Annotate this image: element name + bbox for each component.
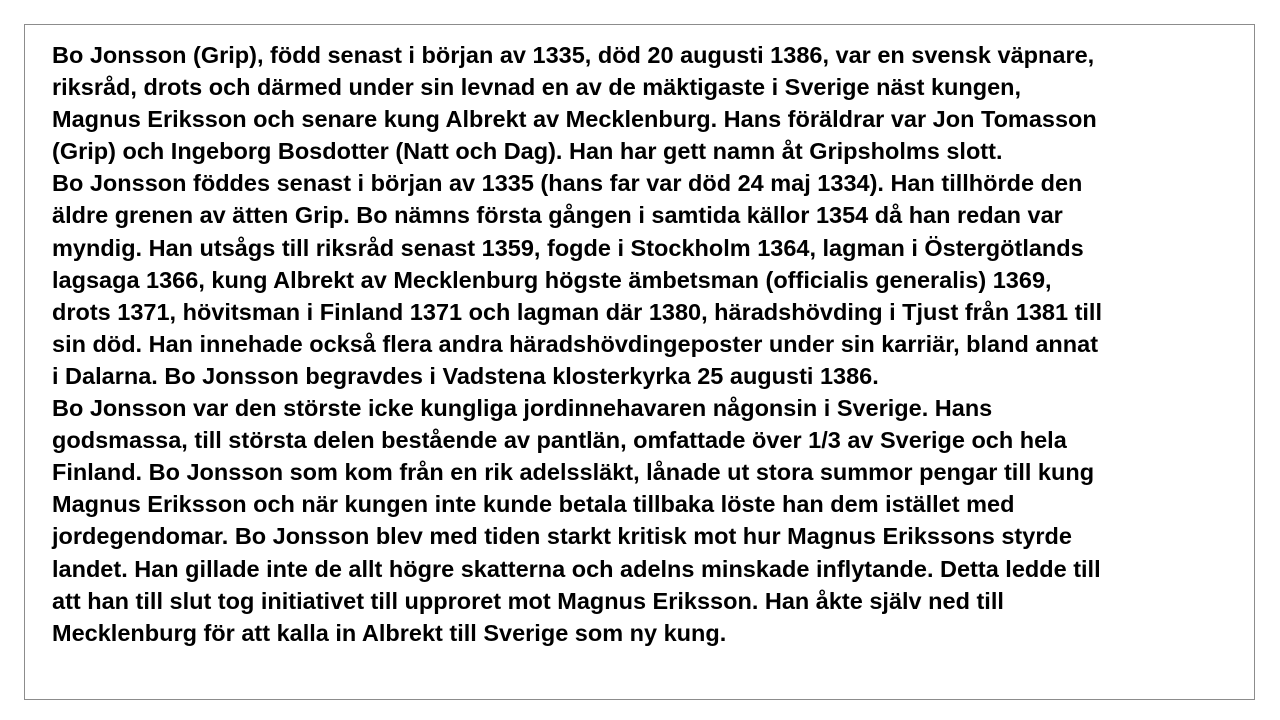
text-line: Bo Jonsson föddes senast i början av 1335 (hans far var död 24 maj 1334). Han tillhörde den	[52, 170, 1083, 197]
paragraph-2	[52, 167, 1252, 392]
text-line: Finland. Bo Jonsson som kom från en rik adelssläkt, lånade ut stora summor pengar till kung	[52, 459, 1095, 486]
text-line: drots 1371, hövitsman i Finland 1371 och lagman där 1380, häradshövding i Tjust från 1381 till	[52, 298, 1102, 325]
text-line: lagsaga 1366, kung Albrekt av Mecklenburg högste ämbetsman (officialis generalis) 1369,	[52, 266, 1052, 293]
paragraph-1	[52, 39, 1252, 167]
text-line: myndig. Han utsågs till riksråd senast 1359, fogde i Stockholm 1364, lagman i Östergötlands	[52, 234, 1084, 261]
text-line: godsmassa, till största delen bestående av pantlän, omfattade över 1/3 av Sverige och hela	[52, 427, 1067, 454]
paragraph-3	[52, 392, 1252, 649]
text-line: jordegendomar. Bo Jonsson blev med tiden starkt kritisk mot hur Magnus Erikssons styrde	[52, 523, 1072, 550]
text-line: att han till slut tog initiativet till upproret mot Magnus Eriksson. Han åkte själv ned till	[52, 587, 1004, 614]
text-line: riksråd, drots och därmed under sin levnad en av de mäktigaste i Sverige näst kungen,	[52, 74, 1022, 101]
text-line: Magnus Eriksson och senare kung Albrekt av Mecklenburg. Hans föräldrar var Jon Tomasson	[52, 106, 1097, 133]
text-body	[52, 39, 1252, 649]
text-line: i Dalarna. Bo Jonsson begravdes i Vadstena klosterkyrka 25 augusti 1386.	[52, 362, 879, 389]
text-line: Bo Jonsson var den störste icke kungliga jordinnehavaren någonsin i Sverige. Hans	[52, 395, 993, 422]
text-line: Mecklenburg för att kalla in Albrekt till Sverige som ny kung.	[52, 619, 727, 646]
text-line: landet. Han gillade inte de allt högre skatterna och adelns minskade inflytande. Detta ledde till	[52, 555, 1101, 582]
text-line: sin död. Han innehade också flera andra häradshövdingeposter under sin karriär, bland annat	[52, 330, 1099, 357]
text-line: Bo Jonsson (Grip), född senast i början av 1335, död 20 augusti 1386, var en svensk väpnare,	[52, 42, 1095, 68]
text-line: Magnus Eriksson och när kungen inte kunde betala tillbaka löste han dem istället med	[52, 491, 1015, 518]
text-line: (Grip) och Ingeborg Bosdotter (Natt och Dag). Han har gett namn åt Gripsholms slott.	[52, 138, 1003, 165]
text-line: äldre grenen av ätten Grip. Bo nämns första gången i samtida källor 1354 då han redan var	[52, 202, 1063, 229]
